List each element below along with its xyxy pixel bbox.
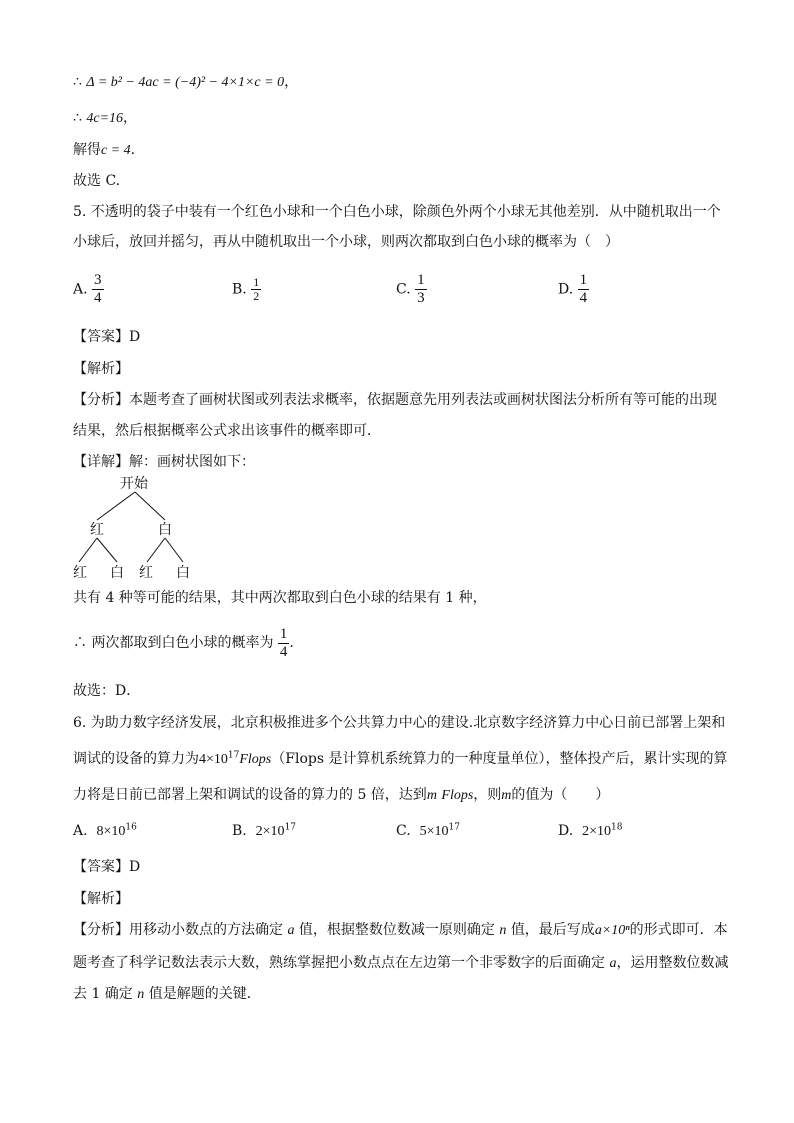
- punct: .: [289, 635, 294, 651]
- q5-answer: 【答案】D: [73, 329, 141, 345]
- numerator: 3: [94, 272, 102, 288]
- text: 去 1 确定: [73, 986, 133, 1002]
- q5-probability: [73, 624, 294, 662]
- text: ，运用整数位数减: [616, 955, 729, 971]
- text: ，则: [473, 787, 502, 803]
- step-delta: [73, 72, 298, 93]
- power-base: 5×10: [419, 824, 449, 839]
- probability-text: ∴ 两次都取到白色小球的概率为: [73, 635, 274, 651]
- variable-a: a: [609, 956, 617, 971]
- option-label: B.: [232, 823, 247, 839]
- power-base: 2×10: [582, 824, 611, 839]
- therefore-symbol: ∴: [73, 110, 82, 126]
- fraction: [92, 272, 104, 307]
- step-4c: [73, 108, 137, 129]
- numerator: 1: [279, 625, 288, 642]
- q5-detail: 【详解】解：画树状图如下：: [73, 454, 255, 470]
- q5-option-c: [396, 272, 427, 307]
- tree-leaf: 白: [176, 565, 190, 581]
- tree-leaf: 红: [73, 565, 87, 581]
- q6-option-a: [73, 821, 137, 842]
- text: 值，最后写成: [510, 922, 595, 938]
- step-solve: [73, 140, 135, 161]
- q5-line1: 5. 不透明的袋子中装有一个红色小球和一个白色小球，除颜色外两个小球无其他差别．从中随机取出一个: [73, 204, 721, 220]
- fraction: [415, 272, 427, 307]
- q6-option-b: [232, 821, 296, 842]
- variable-n: n: [137, 987, 145, 1002]
- step-choose: 故选 C.: [73, 173, 121, 189]
- text: 的值为（ ）: [511, 787, 610, 803]
- q6-option-d: [558, 821, 622, 842]
- q6-line1: 6. 为助力数字经济发展，北京积极推进多个公共算力中心的建设.北京数字经济算力中心日前已部署上架和: [73, 715, 726, 731]
- punct: ，: [123, 110, 138, 126]
- punct: ，: [284, 74, 299, 90]
- power-base: 4×10: [199, 752, 228, 767]
- unit: Flops: [441, 788, 474, 803]
- text: （Flops 是计算机系统算力的一种度量单位），整体投产后，累计实现的算: [271, 751, 728, 767]
- denominator: 2: [253, 289, 260, 303]
- q5-result: 共有 4 种等可能的结果，其中两次都取到白色小球的结果有 1 种，: [73, 590, 487, 606]
- variable-m: m: [426, 788, 437, 803]
- text: 力将是日前已部署上架和调试的设备的算力的 5 倍，达到: [73, 787, 427, 803]
- therefore-symbol: ∴: [73, 74, 82, 90]
- denominator: 4: [94, 290, 102, 306]
- q6-analysis-title: 【解析】: [73, 891, 129, 907]
- denominator: 4: [579, 290, 588, 306]
- delta-equation: Δ = b² − 4ac = (−4)² − 4×1×c = 0: [86, 75, 285, 90]
- tree-diagram: [73, 474, 213, 586]
- option-label: A.: [73, 281, 88, 298]
- exponent: 16: [125, 822, 137, 833]
- q5-analysis-line2: 结果，然后根据概率公式求出该事件的概率即可．: [73, 423, 381, 439]
- text: 题考查了科学记数法表示大数，熟练掌握把小数点点在左边第一个非零数字的后面确定: [73, 955, 605, 971]
- tree-leaf: 红: [139, 565, 153, 581]
- solve-label: 解得: [73, 142, 101, 158]
- option-label: C.: [396, 281, 411, 298]
- option-label: D.: [558, 281, 574, 298]
- numerator: 1: [579, 272, 588, 288]
- text: 调试的设备的算力为: [73, 751, 199, 767]
- exponent: 18: [611, 822, 623, 833]
- variable-a: a: [287, 923, 295, 938]
- punct: .: [130, 142, 136, 158]
- scientific-form: a×10ⁿ: [594, 923, 630, 938]
- q6-option-c: [396, 821, 460, 842]
- option-label: C.: [396, 823, 411, 839]
- text: 值是解题的关键．: [148, 986, 261, 1002]
- denominator: 3: [417, 290, 425, 306]
- equation-4c: 4c=16: [86, 111, 124, 126]
- q6-answer: 【答案】D: [73, 859, 141, 875]
- q5-analysis-line1: 【分析】本题考查了画树状图或列表法求概率，依据题意先用列表法或画树状图法分析所有等可能的出现: [73, 392, 717, 408]
- tree-node-white: 白: [158, 522, 172, 538]
- text: 的形式即可．本: [629, 922, 728, 938]
- q6-analysis-line2: [73, 953, 728, 974]
- option-label: D.: [558, 823, 574, 839]
- power-base: 8×10: [96, 824, 126, 839]
- c-value: c = 4: [101, 143, 131, 158]
- q5-option-b: [232, 276, 261, 303]
- numerator: 1: [417, 272, 425, 288]
- fraction: [251, 276, 261, 303]
- q5-analysis-title: 【解析】: [73, 361, 129, 377]
- fraction: [278, 626, 290, 661]
- q6-analysis-line1: [73, 920, 728, 941]
- q6-line2: [73, 749, 727, 770]
- denominator: 4: [279, 643, 288, 660]
- text: 【分析】用移动小数点的方法确定: [73, 922, 283, 938]
- power-base: 2×10: [255, 824, 285, 839]
- option-label: A.: [73, 823, 88, 839]
- exponent: 17: [448, 822, 460, 833]
- option-label: B.: [232, 281, 247, 298]
- text: 值，根据整数位数减一原则确定: [298, 922, 495, 938]
- q6-analysis-line3: [73, 984, 261, 1005]
- variable-n: n: [499, 923, 507, 938]
- fraction: [578, 272, 590, 307]
- unit: Flops: [239, 752, 272, 767]
- variable-m: m: [501, 788, 512, 803]
- exponent: 17: [284, 822, 297, 833]
- q5-option-d: [558, 272, 589, 307]
- numerator: 1: [253, 275, 260, 289]
- tree-leaf: 白: [110, 565, 124, 581]
- q5-line2: 小球后，放回并摇匀，再从中随机取出一个小球，则两次都取到白色小球的概率为（ ）: [73, 234, 619, 250]
- q5-choose: 故选：D．: [73, 683, 141, 699]
- q6-line3: [73, 785, 609, 806]
- tree-root: 开始: [120, 476, 148, 492]
- tree-node-red: 红: [90, 522, 104, 538]
- exponent: 17: [227, 750, 240, 761]
- q5-option-a: [73, 272, 104, 307]
